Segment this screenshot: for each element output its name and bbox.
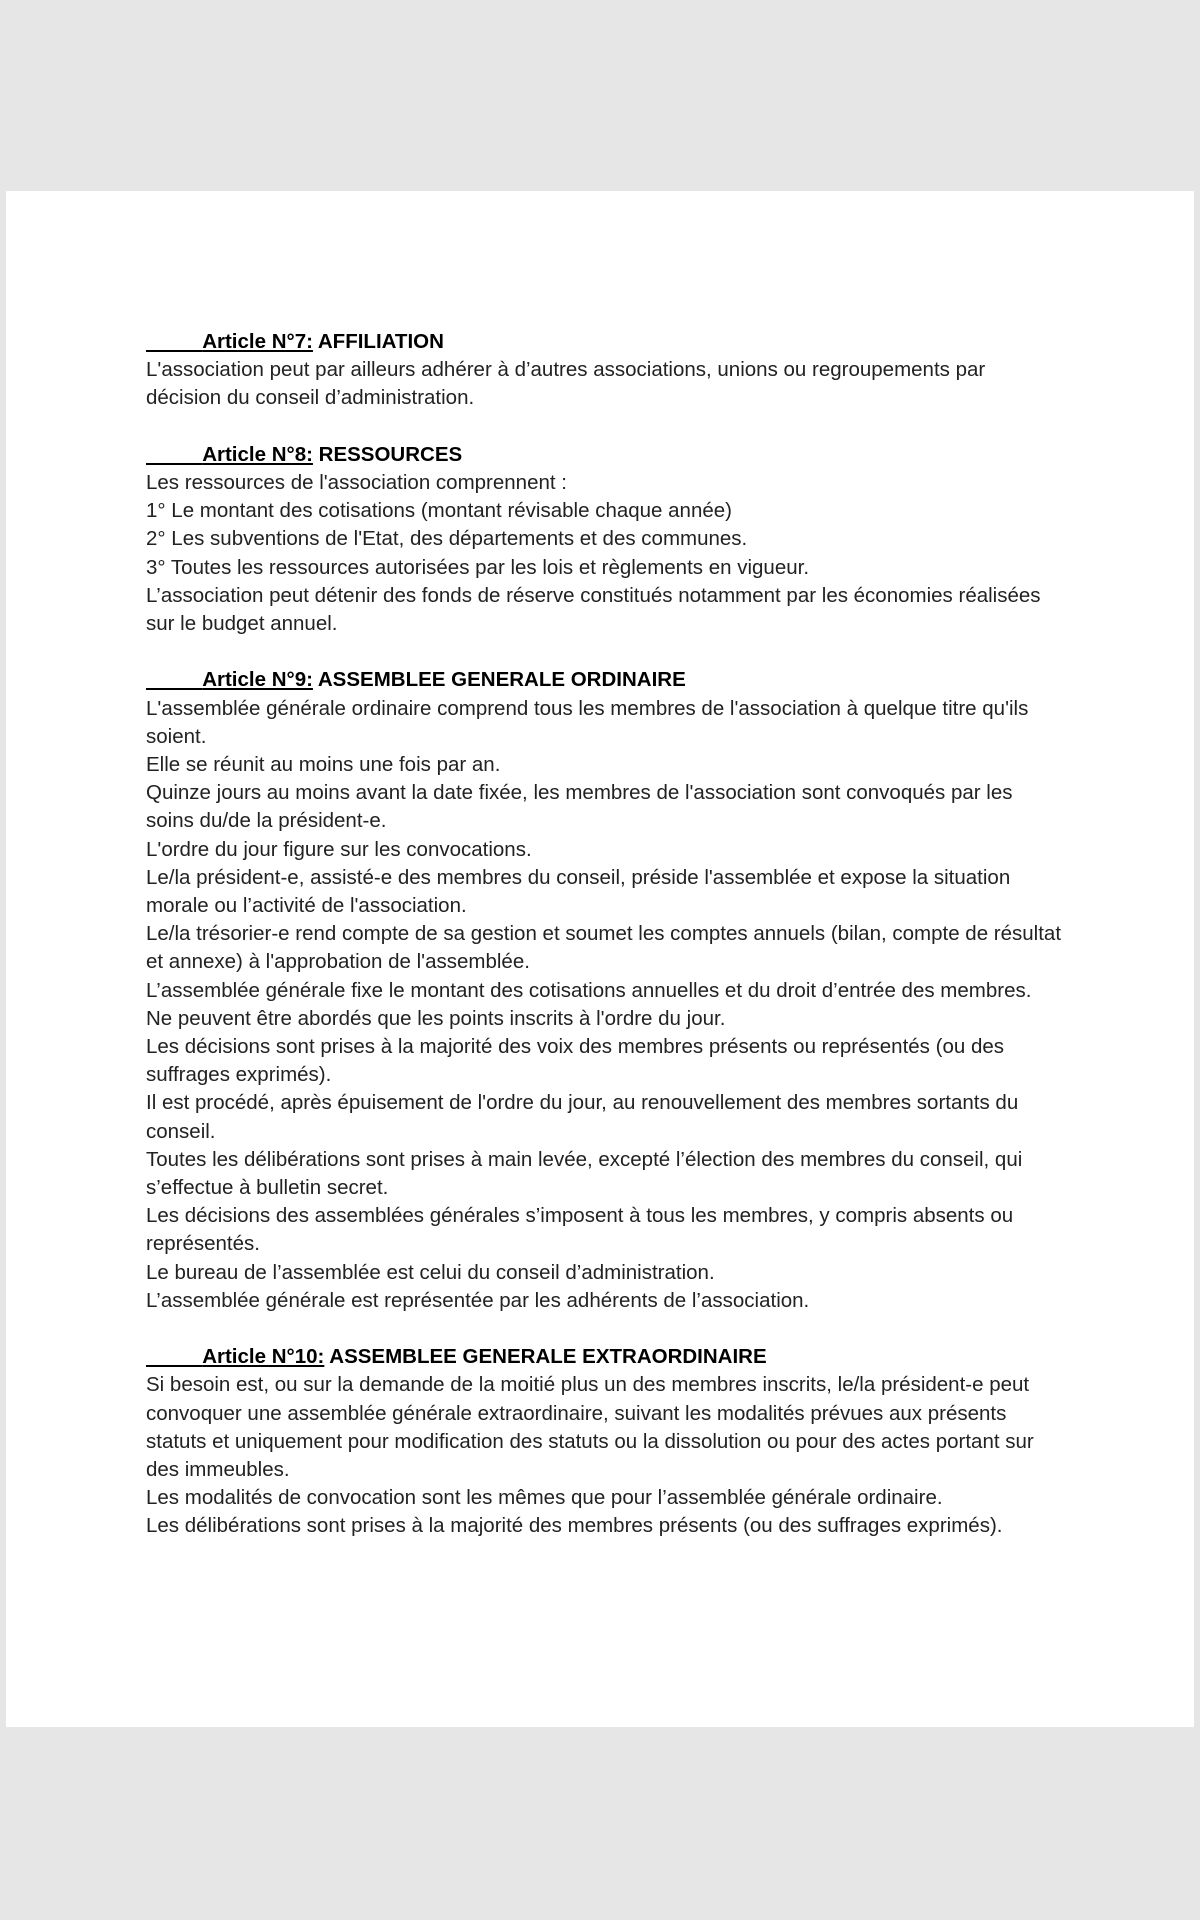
article-title: AFFILIATION	[317, 330, 444, 353]
article-number: Article N°10:	[202, 1345, 325, 1369]
article-number: Article N°9:	[202, 668, 313, 692]
paragraph: Les ressources de l'association comprennent :	[146, 471, 567, 494]
article-title: RESSOURCES	[318, 442, 463, 466]
article-number: Article N°7:	[202, 330, 313, 353]
article-9	[146, 666, 1066, 1315]
paragraph: L'association peut par ailleurs adhérer à d’autres associations, unions ou regroupements par décision du conseil d’administration.	[146, 358, 986, 410]
paragraph: L'ordre du jour figure sur les convocations.	[146, 837, 532, 861]
article-7	[146, 328, 1066, 413]
paragraph: Les décisions des assemblées générales s’imposent à tous les membres, y compris absents ou représentés.	[146, 1204, 1014, 1256]
article-8	[146, 441, 1066, 638]
article-number: Article N°8:	[202, 442, 313, 466]
document-page	[6, 191, 1194, 1727]
paragraph: L’assemblée générale fixe le montant des cotisations annuelles et du droit d’entrée des membres.	[146, 978, 1032, 1002]
paragraph: L’association peut détenir des fonds de réserve constitués notamment par les économies réalisées sur le budget annuel.	[146, 583, 1041, 636]
list-item: 2° Les subventions de l'Etat, des départements et des communes.	[146, 527, 748, 551]
paragraph: Les délibérations sont prises à la majorité des membres présents (ou des suffrages exprimés).	[146, 1514, 1003, 1538]
article-heading	[146, 666, 1066, 694]
article-heading	[146, 328, 1066, 356]
article-heading	[146, 1343, 1066, 1371]
list-item: 3° Toutes les ressources autorisées par les lois et règlements en vigueur.	[146, 555, 810, 579]
paragraph: Toutes les délibérations sont prises à main levée, excepté l’élection des membres du conseil, qui s’effectue à bulletin secret.	[146, 1147, 1023, 1200]
list-item: 1° Le montant des cotisations (montant révisable chaque année)	[146, 499, 732, 523]
paragraph: Les décisions sont prises à la majorité des voix des membres présents ou représentés (ou des suffrages exprimés).	[146, 1035, 1005, 1087]
paragraph: Si besoin est, ou sur la demande de la moitié plus un des membres inscrits, le/la président-e peut convoquer une assemblée générale extraordinaire, suivant les modalités prévues aux présents statuts et uniquement pour modification des statuts ou la dissolution ou pour des actes portant sur des immeubles.	[146, 1373, 1034, 1482]
paragraph: Le/la président-e, assisté-e des membres du conseil, préside l'assemblée et expose la situation morale ou l’activité de l'association.	[146, 865, 1011, 918]
paragraph: Les modalités de convocation sont les mêmes que pour l’assemblée générale ordinaire.	[146, 1486, 943, 1510]
paragraph: L'assemblée générale ordinaire comprend tous les membres de l'association à quelque titre qu'ils soient.	[146, 696, 1029, 748]
article-title: ASSEMBLEE GENERALE ORDINAIRE	[317, 668, 686, 692]
document-body	[146, 328, 1066, 1569]
paragraph: Le/la trésorier-e rend compte de sa gestion et soumet les comptes annuels (bilan, compte de résultat et annexe) à l'approbation de l'assemblée.	[146, 922, 1062, 974]
paragraph: Elle se réunit au moins une fois par an.	[146, 753, 501, 777]
paragraph: L’assemblée générale est représentée par les adhérents de l’association.	[146, 1288, 810, 1312]
article-heading	[146, 441, 1066, 469]
paragraph: Le bureau de l’assemblée est celui du conseil d’administration.	[146, 1260, 715, 1284]
paragraph: Ne peuvent être abordés que les points inscrits à l'ordre du jour.	[146, 1006, 726, 1030]
paragraph: Quinze jours au moins avant la date fixée, les membres de l'association sont convoqués par les soins du/de la président-e.	[146, 781, 1013, 833]
paragraph: Il est procédé, après épuisement de l'ordre du jour, au renouvellement des membres sortants du conseil.	[146, 1091, 1019, 1143]
article-title: ASSEMBLEE GENERALE EXTRAORDINAIRE	[329, 1345, 767, 1369]
article-10	[146, 1343, 1066, 1540]
